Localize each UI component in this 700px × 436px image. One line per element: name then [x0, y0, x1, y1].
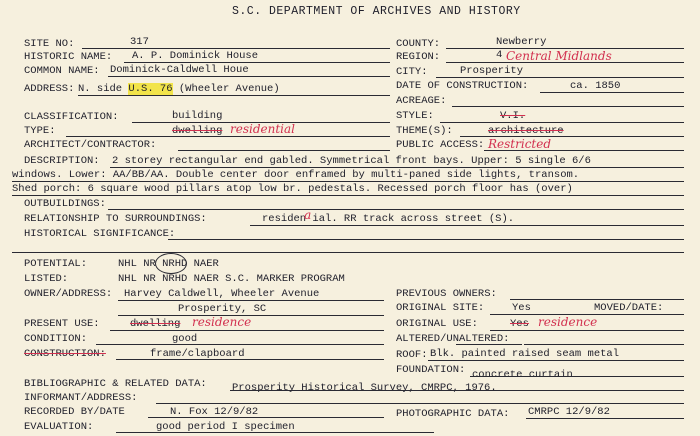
roof-label: ROOF: — [396, 349, 428, 361]
address-highlight: U.S. 76 — [128, 83, 173, 95]
outbuildings-label: OUTBUILDINGS: — [24, 198, 106, 210]
city-value: Prosperity — [460, 65, 524, 77]
page-title: S.C. DEPARTMENT OF ARCHIVES AND HISTORY — [232, 5, 521, 18]
acreage-label: ACREAGE: — [396, 95, 447, 107]
address-label: ADDRESS: — [24, 83, 75, 95]
divider — [526, 418, 684, 419]
evaluation-value: good period I specimen — [156, 421, 295, 433]
classification-label: CLASSIFICATION: — [24, 111, 119, 123]
divider — [250, 225, 684, 226]
bibliographic-label: BIBLIOGRAPHIC & RELATED DATA: — [24, 378, 207, 390]
divider — [108, 209, 684, 210]
divider — [440, 122, 684, 123]
unaltered-underline — [456, 344, 522, 345]
condition-label: CONDITION: — [24, 333, 88, 345]
original-use-handwritten: residence — [538, 315, 598, 329]
style-value: V.I. — [500, 110, 526, 122]
recorded-by-label: RECORDED BY/DATE — [24, 406, 125, 418]
condition-value: good — [172, 333, 198, 345]
type-label: TYPE: — [24, 125, 56, 137]
relationship-value — [262, 208, 515, 225]
foundation-value: concrete curtain — [472, 369, 573, 381]
region-handwritten: Central Midlands — [506, 49, 612, 63]
potential-options: NHL NR NRHD NAER — [118, 258, 219, 270]
description-line-1: 2 storey rectangular end gabled. Symmetrical front bays. Upper: 5 single 6/6 — [112, 155, 591, 167]
divider — [446, 62, 684, 63]
divider — [428, 360, 684, 361]
bibliographic-value: Prosperity Historical Survey, CMRPC, 1976. — [232, 382, 497, 394]
correction-mark: a — [304, 208, 312, 222]
divider — [116, 359, 384, 360]
common-name-value: Dominick-Caldwell Houe — [110, 64, 249, 76]
present-use-handwritten: residence — [192, 315, 252, 329]
potential-label: POTENTIAL: — [24, 258, 88, 270]
classification-value: building — [172, 110, 223, 122]
style-label: STYLE: — [396, 110, 434, 122]
previous-owners-label: PREVIOUS OWNERS: — [396, 288, 497, 300]
original-site-value: Yes — [512, 302, 531, 314]
public-access-label: PUBLIC ACCESS: — [396, 139, 485, 151]
original-use-typed: Yes — [510, 318, 529, 330]
theme-label: THEME(S): — [396, 125, 453, 137]
divider — [96, 344, 384, 345]
divider — [230, 390, 684, 391]
foundation-label: FOUNDATION: — [396, 364, 466, 376]
informant-label: INFORMANT/ADDRESS: — [24, 392, 138, 404]
divider — [148, 417, 384, 418]
public-access-value: Restricted — [488, 137, 552, 151]
divider — [156, 403, 684, 404]
address-prefix: N. side — [78, 83, 123, 95]
divider — [12, 181, 684, 182]
divider — [452, 106, 684, 107]
altered-label: ALTERED/UNALTERED: — [396, 333, 510, 345]
owner-line-1: Harvey Caldwell, Wheeler Avenue — [124, 288, 320, 300]
region-label: REGION: — [396, 51, 441, 63]
description-line-2: windows. Lower: AA/BB/AA. Double center door enframed by multi-paned side lights, transom. — [12, 169, 580, 181]
present-use-typed: dwelling — [130, 318, 181, 330]
owner-line-2: Prosperity, SC — [178, 303, 267, 315]
divider — [116, 432, 434, 433]
owner-label: OWNER/ADDRESS: — [24, 288, 113, 300]
county-value: Newberry — [496, 36, 547, 48]
architect-label: ARCHITECT/CONTRACTOR: — [24, 139, 157, 151]
divider — [12, 195, 684, 196]
section-divider — [12, 252, 684, 253]
date-value: ca. 1850 — [570, 80, 621, 92]
divider — [178, 150, 390, 151]
moved-date-label: MOVED/DATE: — [594, 302, 664, 314]
relationship-label: RELATIONSHIP TO SURROUNDINGS: — [24, 213, 207, 225]
region-number: 4 — [496, 49, 503, 61]
divider — [436, 77, 684, 78]
construction-value: frame/clapboard — [150, 348, 245, 360]
common-name-label: COMMON NAME: — [24, 65, 100, 77]
address-value — [78, 83, 280, 95]
recorded-by-value: N. Fox 12/9/82 — [170, 406, 259, 418]
theme-value: architecture — [488, 125, 564, 137]
relationship-part-b: ial. RR track across street (S). — [312, 213, 515, 225]
relationship-part-a: residen — [262, 213, 307, 225]
photographic-data-label: PHOTOGRAPHIC DATA: — [396, 408, 510, 420]
original-site-label: ORIGINAL SITE: — [396, 302, 485, 314]
site-no-label: SITE NO: — [24, 38, 75, 50]
county-label: COUNTY: — [396, 38, 441, 50]
listed-label: LISTED: — [24, 273, 69, 285]
divider — [66, 136, 390, 137]
nr-selection-circle — [155, 253, 187, 274]
divider — [470, 376, 684, 377]
present-use-label: PRESENT USE: — [24, 318, 100, 330]
historic-name-value: A. P. Dominick House — [132, 50, 259, 62]
photographic-data-value: CMRPC 12/9/82 — [528, 406, 610, 418]
site-no-value: 317 — [130, 36, 149, 48]
type-typed: dwelling — [172, 125, 223, 137]
divider — [118, 300, 384, 301]
divider — [524, 344, 684, 345]
description-line-3: Shed porch: 6 square wood pillars atop low br. pedestals. Recessed porch floor has (over) — [12, 183, 573, 195]
divider — [110, 330, 384, 331]
divider — [82, 48, 390, 49]
historic-name-label: HISTORIC NAME: — [24, 51, 113, 63]
divider — [490, 330, 684, 331]
description-label: DESCRIPTION: — [24, 155, 100, 167]
divider — [108, 76, 390, 77]
divider — [110, 167, 684, 168]
divider — [510, 299, 684, 300]
divider — [168, 239, 684, 240]
original-use-label: ORIGINAL USE: — [396, 318, 478, 330]
roof-value: Blk. painted raised seam metal — [430, 348, 620, 360]
city-label: CITY: — [396, 66, 428, 78]
divider — [484, 150, 684, 151]
divider — [78, 95, 390, 96]
type-handwritten: residential — [230, 122, 295, 136]
divider — [124, 62, 390, 63]
significance-label: HISTORICAL SIGNIFICANCE: — [24, 228, 176, 240]
evaluation-label: EVALUATION: — [24, 421, 94, 433]
divider — [540, 92, 684, 93]
address-suffix: (Wheeler Avenue) — [178, 83, 280, 95]
relationship-correction — [304, 208, 312, 225]
date-label: DATE OF CONSTRUCTION: — [396, 80, 529, 92]
construction-label: CONSTRUCTION: — [24, 348, 106, 360]
listed-options: NHL NR NRHD NAER S.C. MARKER PROGRAM — [118, 273, 345, 285]
